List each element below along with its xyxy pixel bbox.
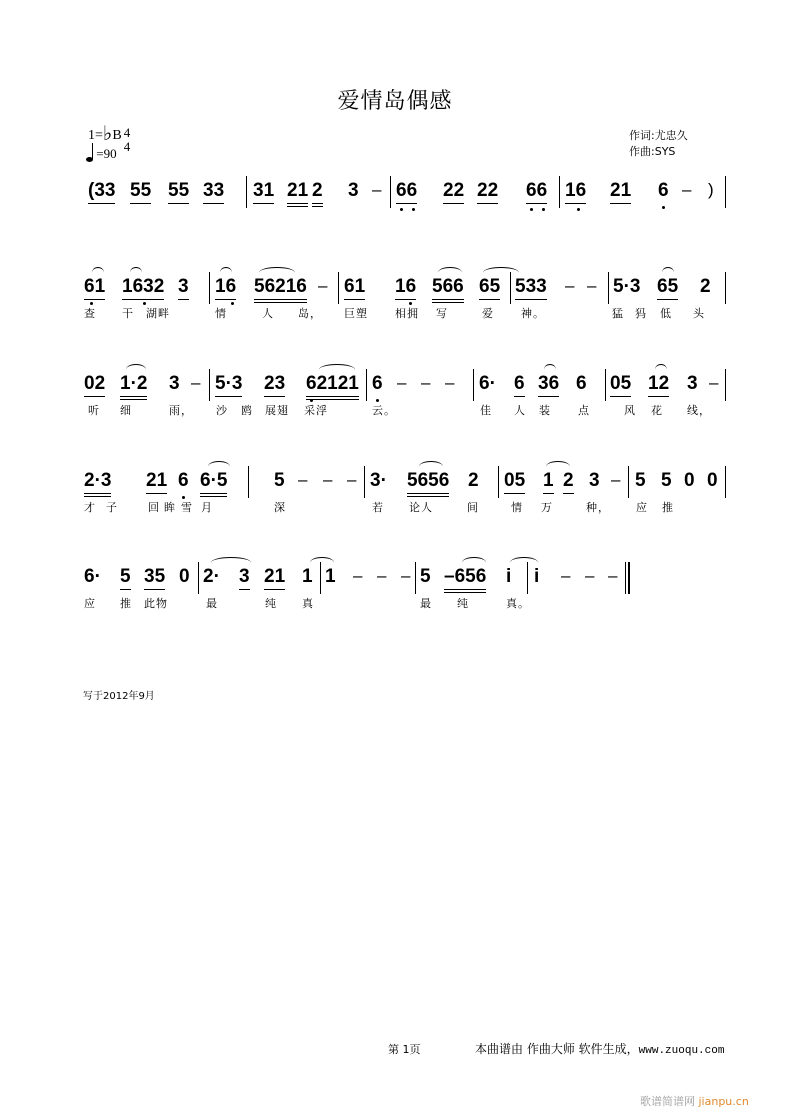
note-group: 05: [610, 373, 631, 397]
lyric: 听: [88, 404, 100, 417]
tempo-value: =90: [96, 146, 117, 161]
generator-credit: [475, 1040, 724, 1057]
dash: –: [397, 373, 407, 392]
lyric: 纯: [457, 597, 469, 610]
lyric: 头: [693, 307, 705, 320]
note-group: 5·3: [613, 276, 641, 297]
lyric: 间: [467, 501, 479, 514]
time-sig-bottom: 4: [123, 138, 131, 154]
barline: [198, 562, 199, 594]
lyric: 湖畔: [146, 307, 170, 320]
note-group: 3: [178, 276, 189, 300]
note: 6: [658, 180, 669, 201]
lyric: 佳: [480, 404, 492, 417]
note: 1: [302, 566, 313, 587]
generator-url: www.zuoqu.com: [638, 1045, 725, 1057]
lyric: 雨，: [169, 404, 193, 417]
lyric: 沙: [216, 404, 228, 417]
note: 3: [687, 373, 698, 394]
note-group: (33: [88, 180, 115, 204]
dash: –: [585, 566, 595, 585]
lyric: 巨塑: [344, 307, 368, 320]
dash: –: [445, 373, 455, 392]
lyric: 写: [436, 307, 448, 320]
note-group: 21: [264, 566, 285, 590]
note-group: 3: [239, 566, 250, 590]
lyric: 鸥: [241, 404, 253, 417]
lyric: 雪: [181, 501, 193, 514]
barline: [415, 562, 416, 594]
barline: [725, 466, 726, 498]
barline: [725, 272, 726, 304]
lyric: 最: [206, 597, 218, 610]
note-group: 21: [146, 470, 167, 494]
dash: –: [587, 276, 597, 295]
note-group: 36: [538, 373, 559, 397]
time-signature: [124, 126, 131, 154]
lyric: 种，: [586, 501, 610, 514]
note-group: 21: [610, 180, 631, 204]
note: 5: [661, 470, 672, 491]
barline: [338, 272, 339, 304]
dash: –: [353, 566, 363, 585]
dash: –: [565, 276, 575, 295]
lyric: 风: [624, 404, 636, 417]
note-high: i: [534, 566, 540, 587]
dash: –: [347, 470, 357, 489]
note: 2: [700, 276, 711, 297]
note-high: i: [506, 566, 512, 587]
low-octave-dot: [231, 302, 234, 305]
lyric: 论人: [409, 501, 433, 514]
note: 6·: [84, 566, 101, 587]
watermark-domain: jianpu.cn: [698, 1095, 749, 1108]
note-group: 2·3: [84, 470, 111, 497]
lyric: 爱: [482, 307, 494, 320]
note-group: 16: [395, 276, 416, 300]
note-group: 61: [344, 276, 365, 300]
note: 5: [635, 470, 646, 491]
note: 1: [543, 470, 554, 494]
note-group: 16: [565, 180, 586, 204]
dash: –: [561, 566, 571, 585]
lyric: 查: [84, 307, 96, 320]
note-group: –656: [444, 566, 486, 593]
note: 5: [274, 470, 285, 491]
barline: [248, 466, 249, 498]
note-group: 5·3: [215, 373, 242, 397]
note-group: 55: [168, 180, 189, 204]
page-number: 第 1页: [388, 1043, 421, 1056]
watermark-text: 歌谱简谱网: [640, 1095, 695, 1108]
lyric: 真: [302, 597, 314, 610]
low-octave-dot: [662, 206, 665, 209]
note-group: 12: [648, 373, 669, 397]
date-note: 写于2012年9月: [83, 691, 155, 702]
note-group: 6: [514, 373, 525, 397]
dash: –: [372, 180, 382, 199]
barline: [366, 369, 367, 401]
lyric: 犸: [635, 307, 647, 320]
score-system-2: [84, 276, 728, 336]
score-system-5: [84, 566, 728, 626]
note-group: 23: [264, 373, 285, 397]
note: 1: [325, 566, 336, 587]
note: 3·: [370, 470, 387, 491]
note-group: 35: [144, 566, 165, 590]
quarter-note-icon: [86, 157, 93, 162]
lyric: 最: [420, 597, 432, 610]
note-group: 2: [312, 180, 323, 207]
lyric: 人: [262, 307, 274, 320]
lyric: 花: [651, 404, 663, 417]
tempo-marking: [86, 146, 117, 162]
key-prefix: 1=: [88, 128, 103, 143]
composer: 作曲:SYS: [629, 145, 676, 158]
note-group: 566: [432, 276, 464, 303]
dash: –: [608, 566, 618, 585]
dash: –: [611, 470, 621, 489]
note-group: 1632: [122, 276, 164, 300]
flat-icon: ♭: [102, 123, 113, 145]
barline: [390, 176, 391, 208]
note-group: 533: [515, 276, 547, 300]
note-group: 02: [84, 373, 105, 397]
generator-text: 本曲谱由 作曲大师 软件生成，: [475, 1042, 639, 1056]
note: 0: [179, 566, 190, 587]
note: 5: [420, 566, 431, 587]
low-octave-dot: [400, 208, 403, 211]
lyric: 应: [636, 501, 648, 514]
low-octave-dot: [542, 208, 545, 211]
lyric: 神。: [521, 307, 545, 320]
note: 6: [576, 373, 587, 394]
lyric: 相拥: [395, 307, 419, 320]
dash: –: [318, 276, 328, 295]
lyric: 线，: [687, 404, 711, 417]
lyric: 人: [514, 404, 526, 417]
watermark: [640, 1093, 749, 1109]
note-group: 16: [215, 276, 236, 300]
barline: [246, 176, 247, 208]
lyric: 情: [215, 307, 227, 320]
barline: [628, 466, 629, 498]
note-group: 65: [657, 276, 678, 300]
final-barline: [625, 562, 630, 594]
dash: –: [191, 373, 201, 392]
dash: –: [401, 566, 411, 585]
lyric: 若: [372, 501, 384, 514]
score-system-4: [84, 470, 728, 530]
barline: [364, 466, 365, 498]
barline: [527, 562, 528, 594]
note-group: 33: [203, 180, 224, 204]
note: 3: [348, 180, 359, 201]
note: 6: [372, 373, 383, 394]
dash: –: [682, 180, 692, 199]
note-group: 55: [130, 180, 151, 204]
low-octave-dot: [412, 208, 415, 211]
lyric: 装: [539, 404, 551, 417]
barline: [320, 562, 321, 594]
note: 0: [707, 470, 718, 491]
barline: [608, 272, 609, 304]
note-group: 5656: [407, 470, 449, 497]
lyric: 子: [106, 501, 118, 514]
lyric: 点: [578, 404, 590, 417]
note-group: 56216: [254, 276, 307, 303]
lyric: 眸: [164, 501, 176, 514]
lyric: 云。: [372, 404, 396, 417]
note-group: 5: [120, 566, 131, 590]
score-system-3: [84, 373, 728, 433]
barline: [209, 369, 210, 401]
lyric: 深: [274, 501, 286, 514]
note-group: 1·2: [120, 373, 147, 400]
note-group: 31: [253, 180, 274, 204]
lyric: 展翅: [265, 404, 289, 417]
note: 3: [169, 373, 180, 394]
note-group: 65: [479, 276, 500, 300]
score-system-1: [84, 180, 728, 240]
note: 0: [684, 470, 695, 491]
lyric: 低: [660, 307, 672, 320]
credits: [629, 128, 688, 160]
close-paren: ): [708, 180, 714, 199]
note: 6: [178, 470, 189, 491]
lyric: 此物: [144, 597, 168, 610]
note: 2: [563, 470, 574, 494]
dash: –: [323, 470, 333, 489]
lyric: 干: [122, 307, 134, 320]
lyric: 纯: [265, 597, 277, 610]
lyricist: 作词:尤忠久: [629, 129, 688, 142]
barline: [510, 272, 511, 304]
lyric: 细: [120, 404, 132, 417]
lyric: 推: [120, 597, 132, 610]
lyric: 回: [148, 501, 160, 514]
barline: [605, 369, 606, 401]
barline: [725, 176, 726, 208]
lyric: 万: [541, 501, 553, 514]
note-group: 22: [443, 180, 464, 204]
note-group: 62121: [306, 373, 359, 400]
dash: –: [421, 373, 431, 392]
note-group: 66: [526, 180, 547, 204]
note-group: 22: [477, 180, 498, 204]
note: 6·: [479, 373, 496, 394]
lyric: 采浮: [304, 404, 328, 417]
lyric: 推: [662, 501, 674, 514]
barline: [473, 369, 474, 401]
note: 3: [589, 470, 600, 491]
note-group: 21: [287, 180, 308, 207]
low-octave-dot: [577, 208, 580, 211]
barline: [209, 272, 210, 304]
barline: [498, 466, 499, 498]
note-group: 6·5: [200, 470, 227, 497]
low-octave-dot: [530, 208, 533, 211]
lyric: 真。: [506, 597, 530, 610]
song-title: 爱情岛偶感: [337, 89, 453, 114]
barline: [725, 369, 726, 401]
note: 2: [468, 470, 479, 491]
lyric: 才: [84, 501, 96, 514]
note-group: 61: [84, 276, 105, 300]
barline: [559, 176, 560, 208]
note-group: 66: [396, 180, 417, 204]
note-group: 05: [504, 470, 525, 494]
dash: –: [377, 566, 387, 585]
time-sig-top: 4: [123, 124, 131, 140]
lyric: 猛: [612, 307, 624, 320]
lyric: 月: [201, 501, 213, 514]
lyric: 应: [84, 597, 96, 610]
lyric: 岛，: [298, 307, 322, 320]
lyric: 情: [511, 501, 523, 514]
note: 2·: [203, 566, 220, 587]
key-note: B: [112, 128, 122, 143]
dash: –: [298, 470, 308, 489]
dash: –: [709, 373, 719, 392]
